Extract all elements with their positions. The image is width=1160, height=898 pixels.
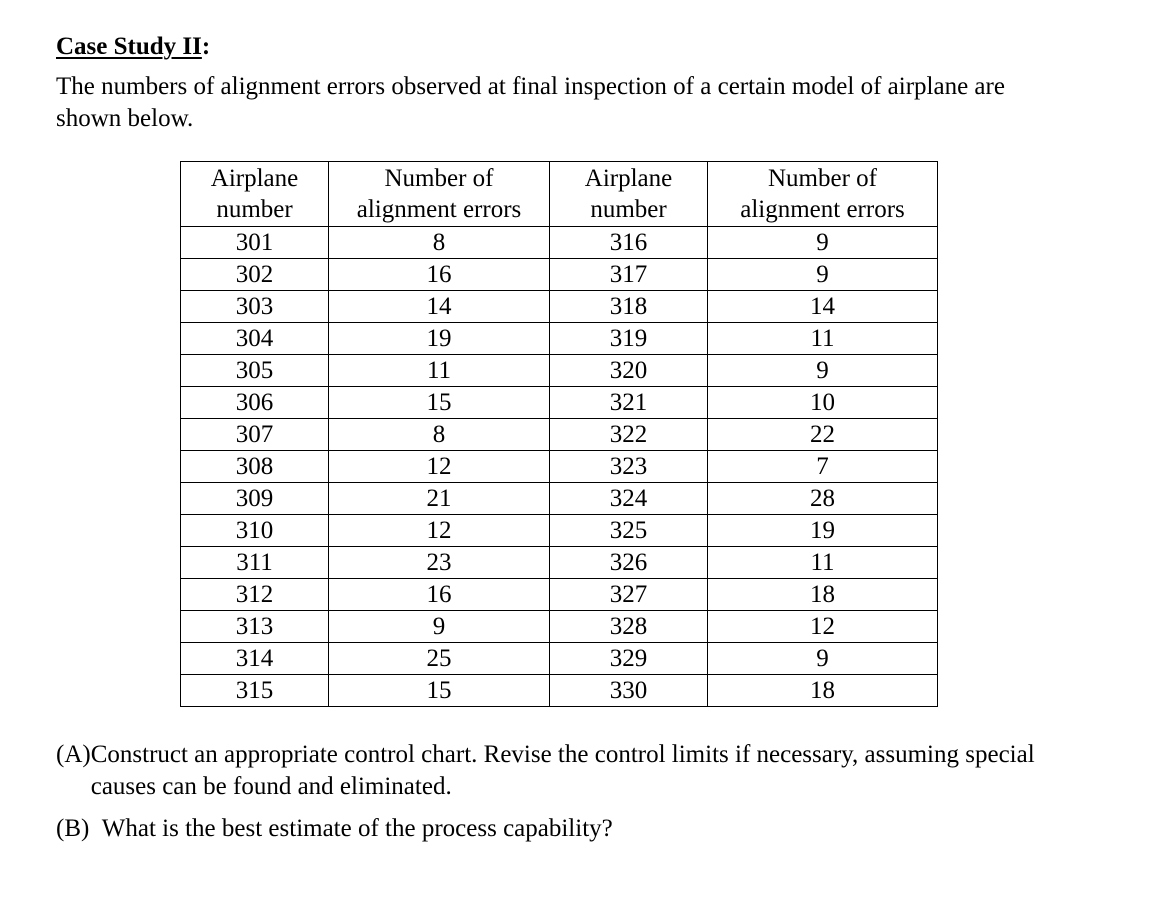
airplane-number-cell: 318: [550, 291, 708, 323]
alignment-errors-cell: 25: [329, 643, 550, 675]
airplane-number-cell: 310: [181, 515, 329, 547]
intro-paragraph: The numbers of alignment errors observed at final inspection of a certain model of airplane are shown below.: [56, 73, 1005, 132]
table-header-row: [181, 162, 938, 227]
case-study-heading: Case Study II: [56, 33, 202, 60]
alignment-errors-cell: 10: [708, 387, 938, 419]
alignment-errors-cell: 18: [708, 579, 938, 611]
airplane-number-cell: 323: [550, 451, 708, 483]
airplane-number-cell: 306: [181, 387, 329, 419]
airplane-number-cell: 301: [181, 227, 329, 259]
alignment-errors-cell: 12: [329, 451, 550, 483]
alignment-errors-cell: 21: [329, 483, 550, 515]
table-row: [181, 323, 938, 355]
alignment-errors-cell: 11: [329, 355, 550, 387]
alignment-errors-cell: 15: [329, 675, 550, 707]
table-row: [181, 611, 938, 643]
alignment-errors-cell: 11: [708, 323, 938, 355]
alignment-errors-cell: 28: [708, 483, 938, 515]
airplane-number-cell: 312: [181, 579, 329, 611]
alignment-errors-cell: 9: [708, 227, 938, 259]
alignment-errors-cell: 14: [708, 291, 938, 323]
airplane-number-cell: 307: [181, 419, 329, 451]
airplane-number-cell: 322: [550, 419, 708, 451]
alignment-errors-cell: 23: [329, 547, 550, 579]
airplane-number-cell: 321: [550, 387, 708, 419]
table-row: [181, 547, 938, 579]
airplane-number-cell: 305: [181, 355, 329, 387]
table-row: [181, 355, 938, 387]
airplane-number-cell: 309: [181, 483, 329, 515]
question-b-text: What is the best estimate of the process capability?: [96, 815, 613, 842]
airplane-number-cell: 304: [181, 323, 329, 355]
alignment-errors-table: [180, 161, 938, 707]
airplane-number-cell: 326: [550, 547, 708, 579]
table-row: [181, 483, 938, 515]
alignment-errors-cell: 15: [329, 387, 550, 419]
airplane-number-cell: 330: [550, 675, 708, 707]
header-airplane-number-1: Airplane number: [181, 162, 329, 227]
airplane-number-cell: 313: [181, 611, 329, 643]
airplane-number-cell: 315: [181, 675, 329, 707]
airplane-number-cell: 329: [550, 643, 708, 675]
questions: [56, 739, 1056, 845]
title-colon: :: [201, 33, 211, 60]
airplane-number-cell: 325: [550, 515, 708, 547]
airplane-number-cell: 319: [550, 323, 708, 355]
airplane-number-cell: 308: [181, 451, 329, 483]
table-row: [181, 643, 938, 675]
table-row: [181, 419, 938, 451]
question-b: [56, 813, 1056, 845]
alignment-errors-cell: 19: [708, 515, 938, 547]
question-b-label: (B): [56, 815, 90, 842]
table-row: [181, 227, 938, 259]
alignment-errors-cell: 9: [708, 643, 938, 675]
airplane-number-cell: 328: [550, 611, 708, 643]
alignment-errors-cell: 16: [329, 579, 550, 611]
alignment-errors-cell: 8: [329, 419, 550, 451]
question-a-label: (A): [56, 741, 91, 768]
table-row: [181, 291, 938, 323]
airplane-number-cell: 320: [550, 355, 708, 387]
alignment-errors-cell: 16: [329, 259, 550, 291]
airplane-number-cell: 317: [550, 259, 708, 291]
alignment-errors-cell: 12: [708, 611, 938, 643]
airplane-number-cell: 311: [181, 547, 329, 579]
table-row: [181, 387, 938, 419]
alignment-errors-cell: 22: [708, 419, 938, 451]
airplane-number-cell: 316: [550, 227, 708, 259]
header-alignment-errors-2: Number of alignment errors: [708, 162, 938, 227]
airplane-number-cell: 327: [550, 579, 708, 611]
table-row: [181, 259, 938, 291]
airplane-number-cell: 324: [550, 483, 708, 515]
alignment-errors-cell: 7: [708, 451, 938, 483]
table-row: [181, 675, 938, 707]
alignment-errors-cell: 11: [708, 547, 938, 579]
table-row: [181, 515, 938, 547]
alignment-errors-cell: 9: [708, 355, 938, 387]
header-alignment-errors-1: Number of alignment errors: [329, 162, 550, 227]
alignment-errors-cell: 8: [329, 227, 550, 259]
alignment-errors-cell: 14: [329, 291, 550, 323]
airplane-number-cell: 303: [181, 291, 329, 323]
airplane-number-cell: 314: [181, 643, 329, 675]
header-airplane-number-2: Airplane number: [550, 162, 708, 227]
alignment-errors-cell: 19: [329, 323, 550, 355]
question-a-text: Construct an appropriate control chart. Revise the control limits if necessary, assuming special causes can be found and eliminated.: [90, 741, 1035, 800]
table-row: [181, 451, 938, 483]
alignment-errors-cell: 9: [708, 259, 938, 291]
alignment-errors-cell: 18: [708, 675, 938, 707]
page-title: [56, 30, 210, 64]
alignment-errors-cell: 9: [329, 611, 550, 643]
alignment-errors-cell: 12: [329, 515, 550, 547]
table-row: [181, 579, 938, 611]
question-a: [56, 739, 1056, 803]
airplane-number-cell: 302: [181, 259, 329, 291]
